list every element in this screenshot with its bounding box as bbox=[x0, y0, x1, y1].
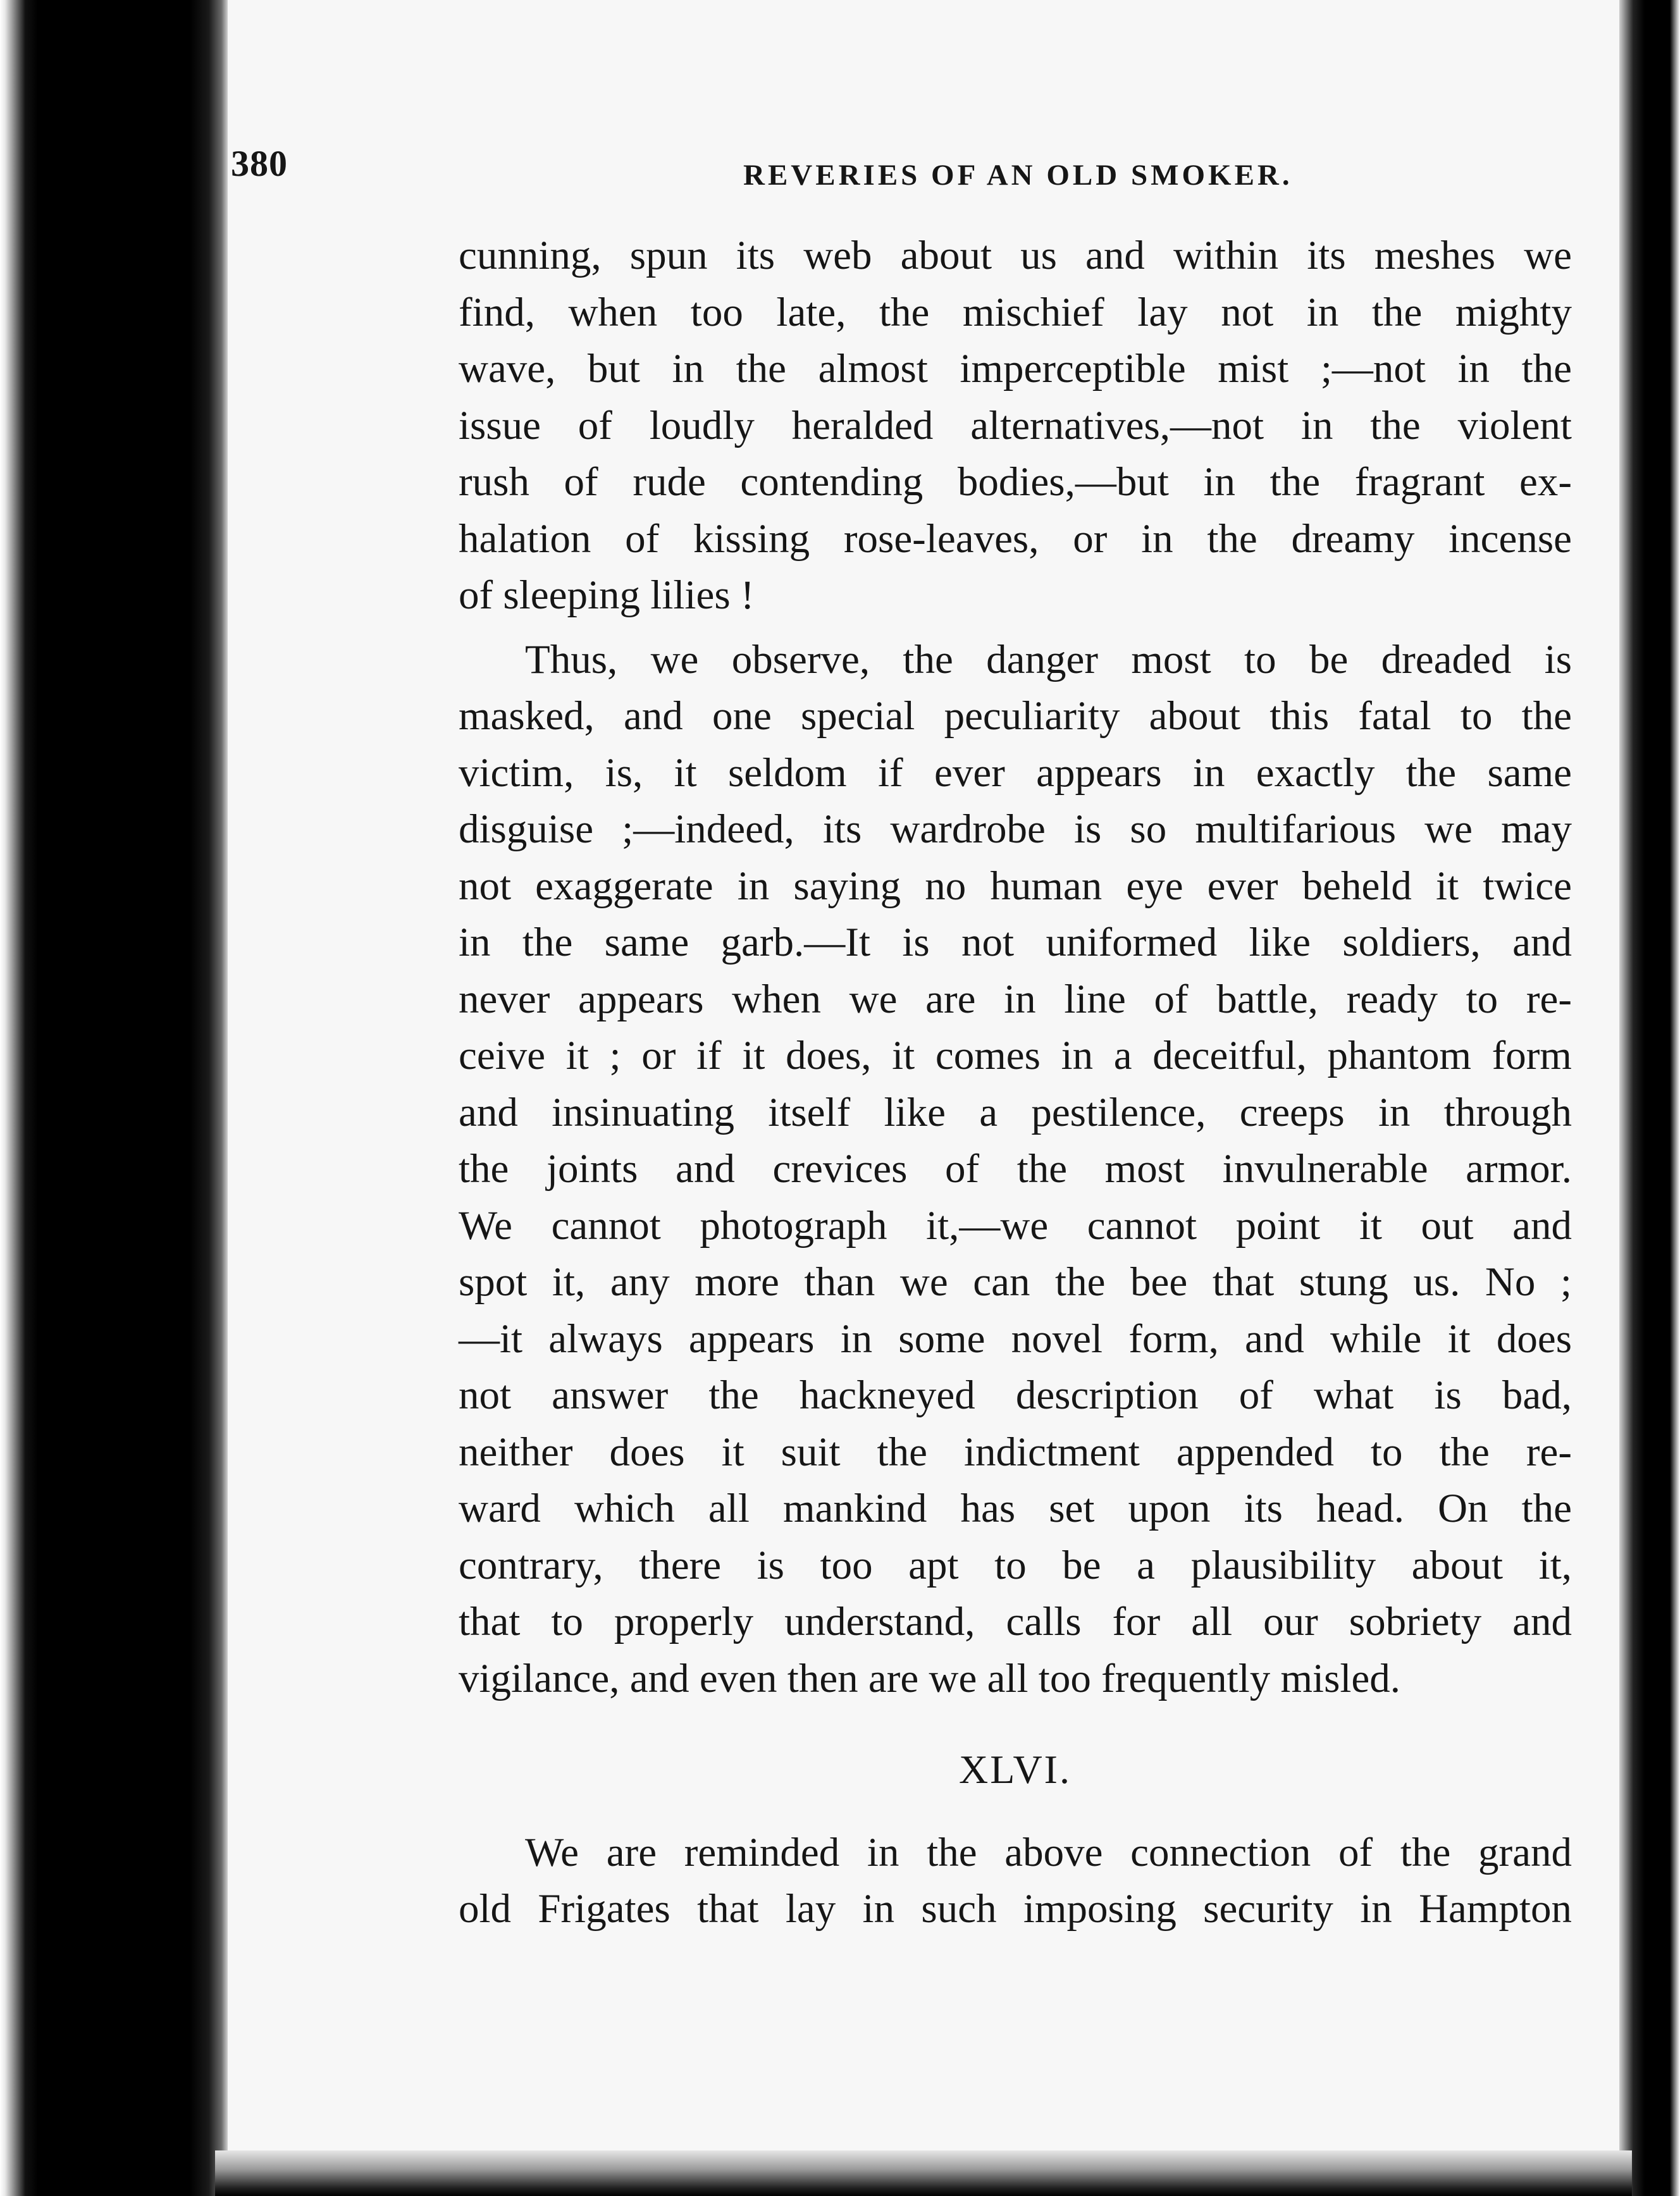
text-line: wave, but in the almost imperceptible mist ;—not in the bbox=[459, 346, 1572, 392]
scan-left-margin bbox=[0, 0, 228, 2196]
text-line: the joints and crevices of the most invulnerable armor. bbox=[459, 1146, 1572, 1192]
text-line: We cannot photograph it,—we cannot point it out and bbox=[459, 1202, 1572, 1249]
text-line: —it always appears in some novel form, and while it does bbox=[459, 1316, 1572, 1362]
text-line: spot it, any more than we can the bee that stung us. No ; bbox=[459, 1259, 1572, 1305]
text-line: issue of loudly heralded alternatives,—not in the violent bbox=[459, 402, 1572, 448]
text-line: masked, and one special peculiarity about this fatal to the bbox=[459, 693, 1572, 739]
text-line: cunning, spun its web about us and within its meshes we bbox=[459, 233, 1572, 278]
text-line: victim, is, it seldom if ever appears in exactly the same bbox=[459, 749, 1572, 796]
scan-right-margin bbox=[1619, 0, 1680, 2196]
body-text bbox=[459, 228, 1572, 1938]
text-line: old Frigates that lay in such imposing security in Hampton bbox=[459, 1886, 1572, 1932]
text-line: not exaggerate in saying no human eye ever beheld it twice bbox=[459, 863, 1572, 909]
text-line: We are reminded in the above connection of the grand bbox=[525, 1829, 1572, 1875]
text-line: neither does it suit the indictment appended to the re- bbox=[459, 1429, 1572, 1475]
text-line: rush of rude contending bodies,—but in the fragrant ex- bbox=[459, 459, 1572, 505]
paragraph-3 bbox=[459, 1825, 1572, 1938]
text-line: Thus, we observe, the danger most to be dreaded is bbox=[525, 636, 1572, 682]
text-line: in the same garb.—It is not uniformed like soldiers, and bbox=[459, 920, 1572, 965]
text-line: of sleeping lilies ! bbox=[459, 572, 755, 618]
running-head: REVERIES OF AN OLD SMOKER. bbox=[743, 159, 1293, 192]
text-line: contrary, there is too apt to be a plausibility about it, bbox=[459, 1542, 1572, 1588]
text-line: and insinuating itself like a pestilence, creeps in through bbox=[459, 1089, 1572, 1135]
text-line: ceive it ; or if it does, it comes in a deceitful, phantom form bbox=[459, 1033, 1572, 1078]
text-line: disguise ;—indeed, its wardrobe is so multifarious we may bbox=[459, 806, 1572, 852]
text-line: not answer the hackneyed description of what is bad, bbox=[459, 1372, 1572, 1418]
paragraph-gap bbox=[459, 624, 1572, 632]
section-heading: XLVI. bbox=[959, 1747, 1072, 1792]
text-line: that to properly understand, calls for all our sobriety and bbox=[459, 1599, 1572, 1644]
scan-bottom-margin bbox=[215, 2150, 1632, 2196]
paragraph-1 bbox=[459, 228, 1572, 624]
text-line: vigilance, and even then are we all too frequently misled. bbox=[459, 1655, 1401, 1701]
text-line: ward which all mankind has set upon its head. On the bbox=[459, 1486, 1572, 1531]
text-line: never appears when we are in line of battle, ready to re- bbox=[459, 976, 1572, 1022]
text-line: find, when too late, the mischief lay not in the mighty bbox=[459, 289, 1572, 335]
paragraph-2 bbox=[459, 632, 1572, 1708]
page-number: 380 bbox=[231, 143, 288, 184]
text-line: halation of kissing rose-leaves, or in the dreamy incense bbox=[459, 515, 1572, 562]
